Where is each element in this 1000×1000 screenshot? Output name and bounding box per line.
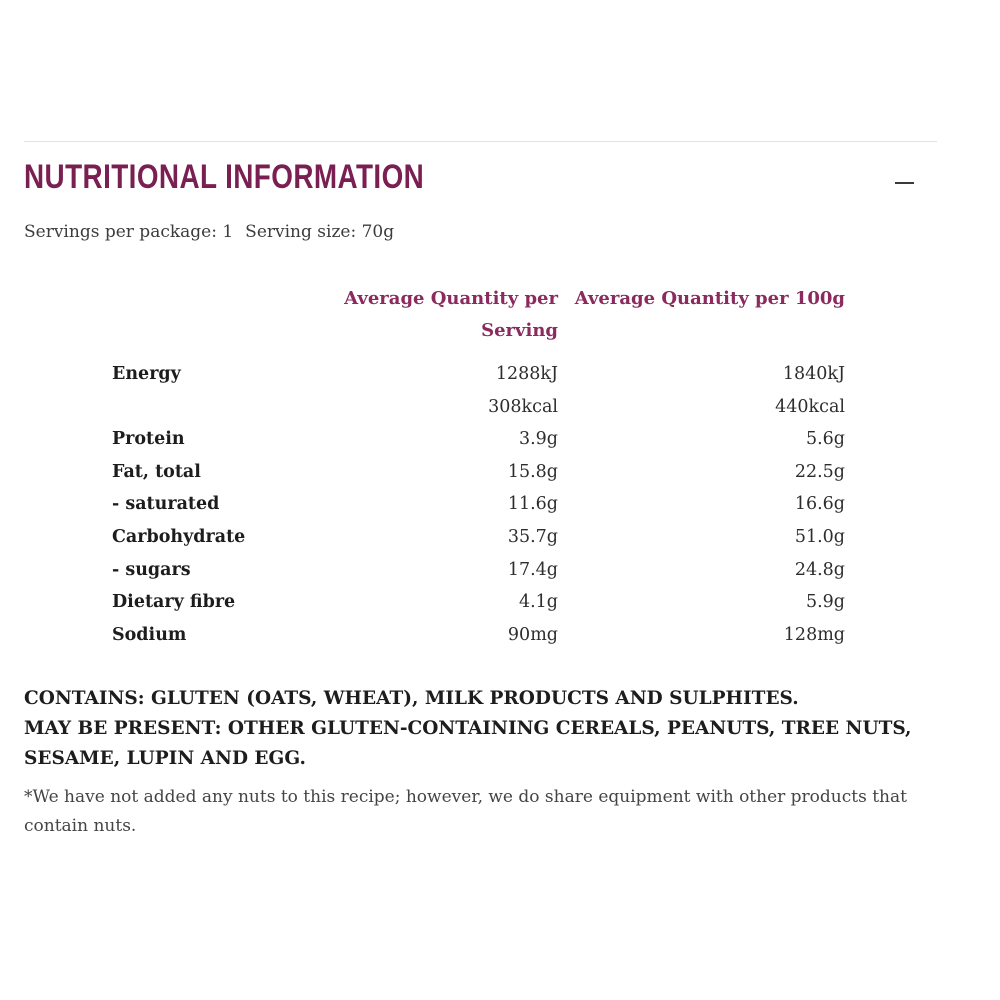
nutrient-name: Energy <box>112 364 181 384</box>
serving-size: Serving size: 70g <box>245 222 395 242</box>
value-per-serving: 308kcal <box>488 396 558 417</box>
table-row <box>0 358 1000 391</box>
value-per-100g: 51.0g <box>794 526 845 547</box>
value-per-serving: 15.8g <box>507 461 558 482</box>
nutrition-table <box>0 358 1000 651</box>
nutrient-name: Sodium <box>112 624 187 645</box>
contains-statement: CONTAINS: GLUTEN (OATS, WHEAT), MILK PRODUCTS AND SULPHITES. <box>24 688 799 709</box>
value-per-100g: 22.5g <box>794 461 845 482</box>
may-be-present-statement: MAY BE PRESENT: OTHER GLUTEN-CONTAINING CEREALS, PEANUTS, TREE NUTS, SESAME, LUPIN AND EGG. <box>24 718 912 769</box>
table-row <box>0 423 1000 456</box>
section-title: NUTRITIONAL INFORMATION <box>24 158 425 196</box>
value-per-serving: 35.7g <box>507 526 558 547</box>
allergen-statement <box>24 684 924 774</box>
value-per-100g: 5.6g <box>805 429 845 450</box>
value-per-100g: 1840kJ <box>782 364 845 384</box>
value-per-100g: 5.9g <box>805 592 845 613</box>
nutrient-name: - sugars <box>112 559 191 580</box>
serving-info <box>24 222 394 242</box>
table-row <box>0 488 1000 521</box>
column-header-per-100g: Average Quantity per 100g <box>574 288 845 309</box>
value-per-serving: 17.4g <box>507 559 558 580</box>
minus-icon <box>895 182 914 184</box>
value-per-100g: 24.8g <box>794 559 845 580</box>
table-row <box>0 586 1000 619</box>
value-per-serving: 1288kJ <box>495 364 558 384</box>
value-per-100g: 16.6g <box>794 494 845 515</box>
value-per-100g: 440kcal <box>775 396 845 417</box>
value-per-serving: 90mg <box>507 624 558 645</box>
servings-per-package: Servings per package: 1 <box>24 222 234 242</box>
value-per-serving: 4.1g <box>518 592 558 613</box>
value-per-serving: 3.9g <box>518 429 558 450</box>
table-row <box>0 619 1000 652</box>
table-row <box>0 554 1000 587</box>
collapse-button[interactable] <box>890 164 920 194</box>
value-per-serving: 11.6g <box>507 494 558 515</box>
nutrient-name: - saturated <box>112 494 220 515</box>
table-row <box>0 521 1000 554</box>
table-row <box>0 456 1000 489</box>
nutrient-name: Dietary fibre <box>112 592 236 613</box>
nutrient-name: Carbohydrate <box>112 526 246 547</box>
value-per-100g: 128mg <box>783 624 845 645</box>
table-row <box>0 391 1000 424</box>
nutrient-name: Protein <box>112 429 185 450</box>
nut-disclaimer: *We have not added any nuts to this recipe; however, we do share equipment with other products that contain nuts. <box>24 787 907 836</box>
section-divider <box>24 141 937 142</box>
nutrient-name: Fat, total <box>112 461 201 482</box>
column-header-per-serving: Average Quantity per Serving <box>344 288 558 341</box>
